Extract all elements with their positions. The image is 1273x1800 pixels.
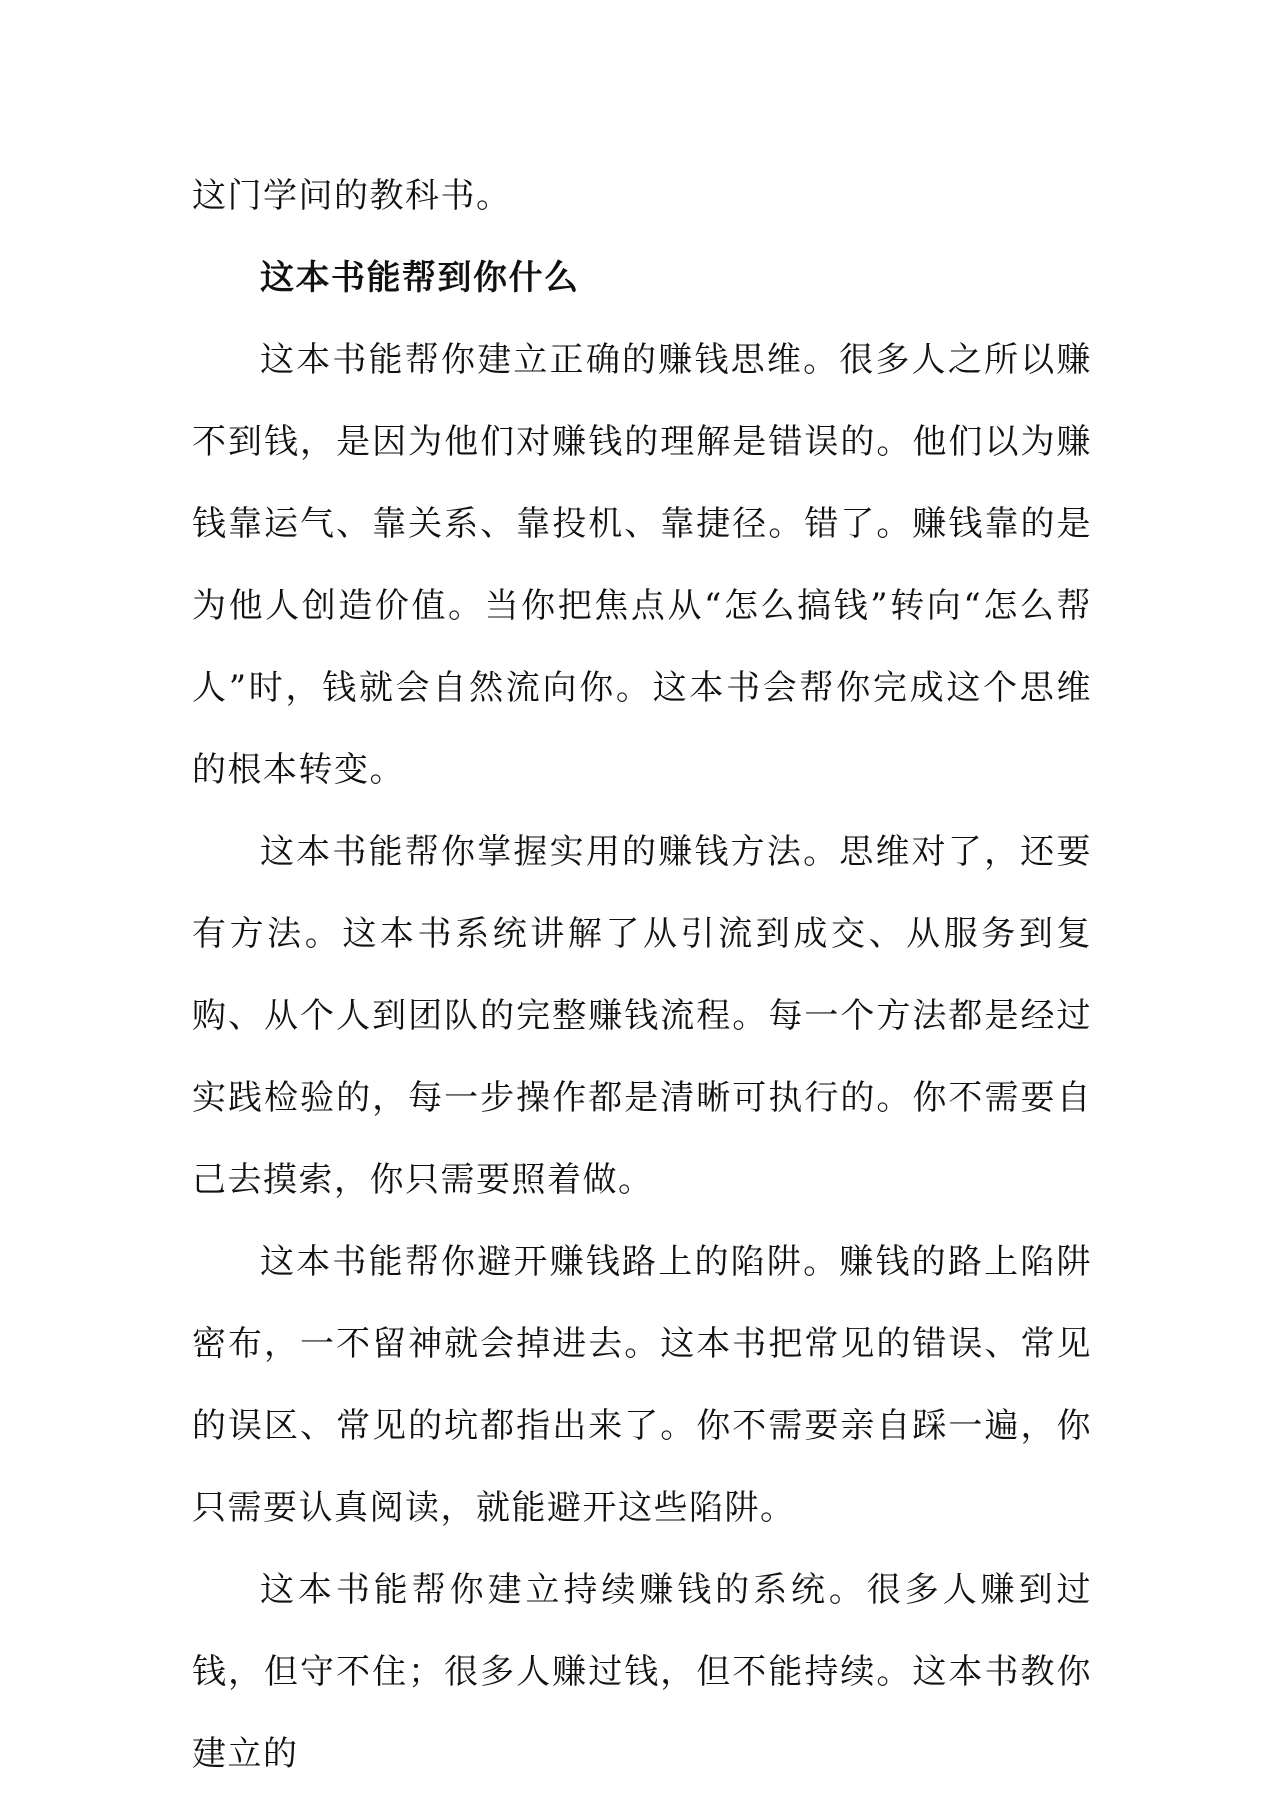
paragraph-continued: 这门学问的教科书。 bbox=[192, 176, 512, 216]
paragraph: 这本书能帮你避开赚钱路上的陷阱。赚钱的路上陷阱密布，一不留神就会掉进去。这本书把常见的错误、常见的误区、常见的坑都指出来了。你不需要亲自踩一遍，你只需要认真阅读，就能避开这些陷阱。 bbox=[192, 1242, 1092, 1528]
paragraph: 这本书能帮你掌握实用的赚钱方法。思维对了，还要有方法。这本书系统讲解了从引流到成交、从服务到复购、从个人到团队的完整赚钱流程。每一个方法都是经过实践检验的，每一步操作都是清晰可执行的。你不需要自己去摸索，你只需要照着做。 bbox=[192, 832, 1092, 1200]
document-body bbox=[192, 155, 1092, 1795]
paragraph: 这本书能帮你建立正确的赚钱思维。很多人之所以赚不到钱，是因为他们对赚钱的理解是错误的。他们以为赚钱靠运气、靠关系、靠投机、靠捷径。错了。赚钱靠的是为他人创造价值。当你把焦点从“怎么搞钱”转向“怎么帮人”时，钱就会自然流向你。这本书会帮你完成这个思维的根本转变。 bbox=[192, 340, 1092, 790]
paragraph: 这本书能帮你建立持续赚钱的系统。很多人赚到过钱，但守不住；很多人赚过钱，但不能持续。这本书教你建立的 bbox=[192, 1570, 1092, 1774]
section-heading: 这本书能帮到你什么 bbox=[260, 258, 580, 298]
